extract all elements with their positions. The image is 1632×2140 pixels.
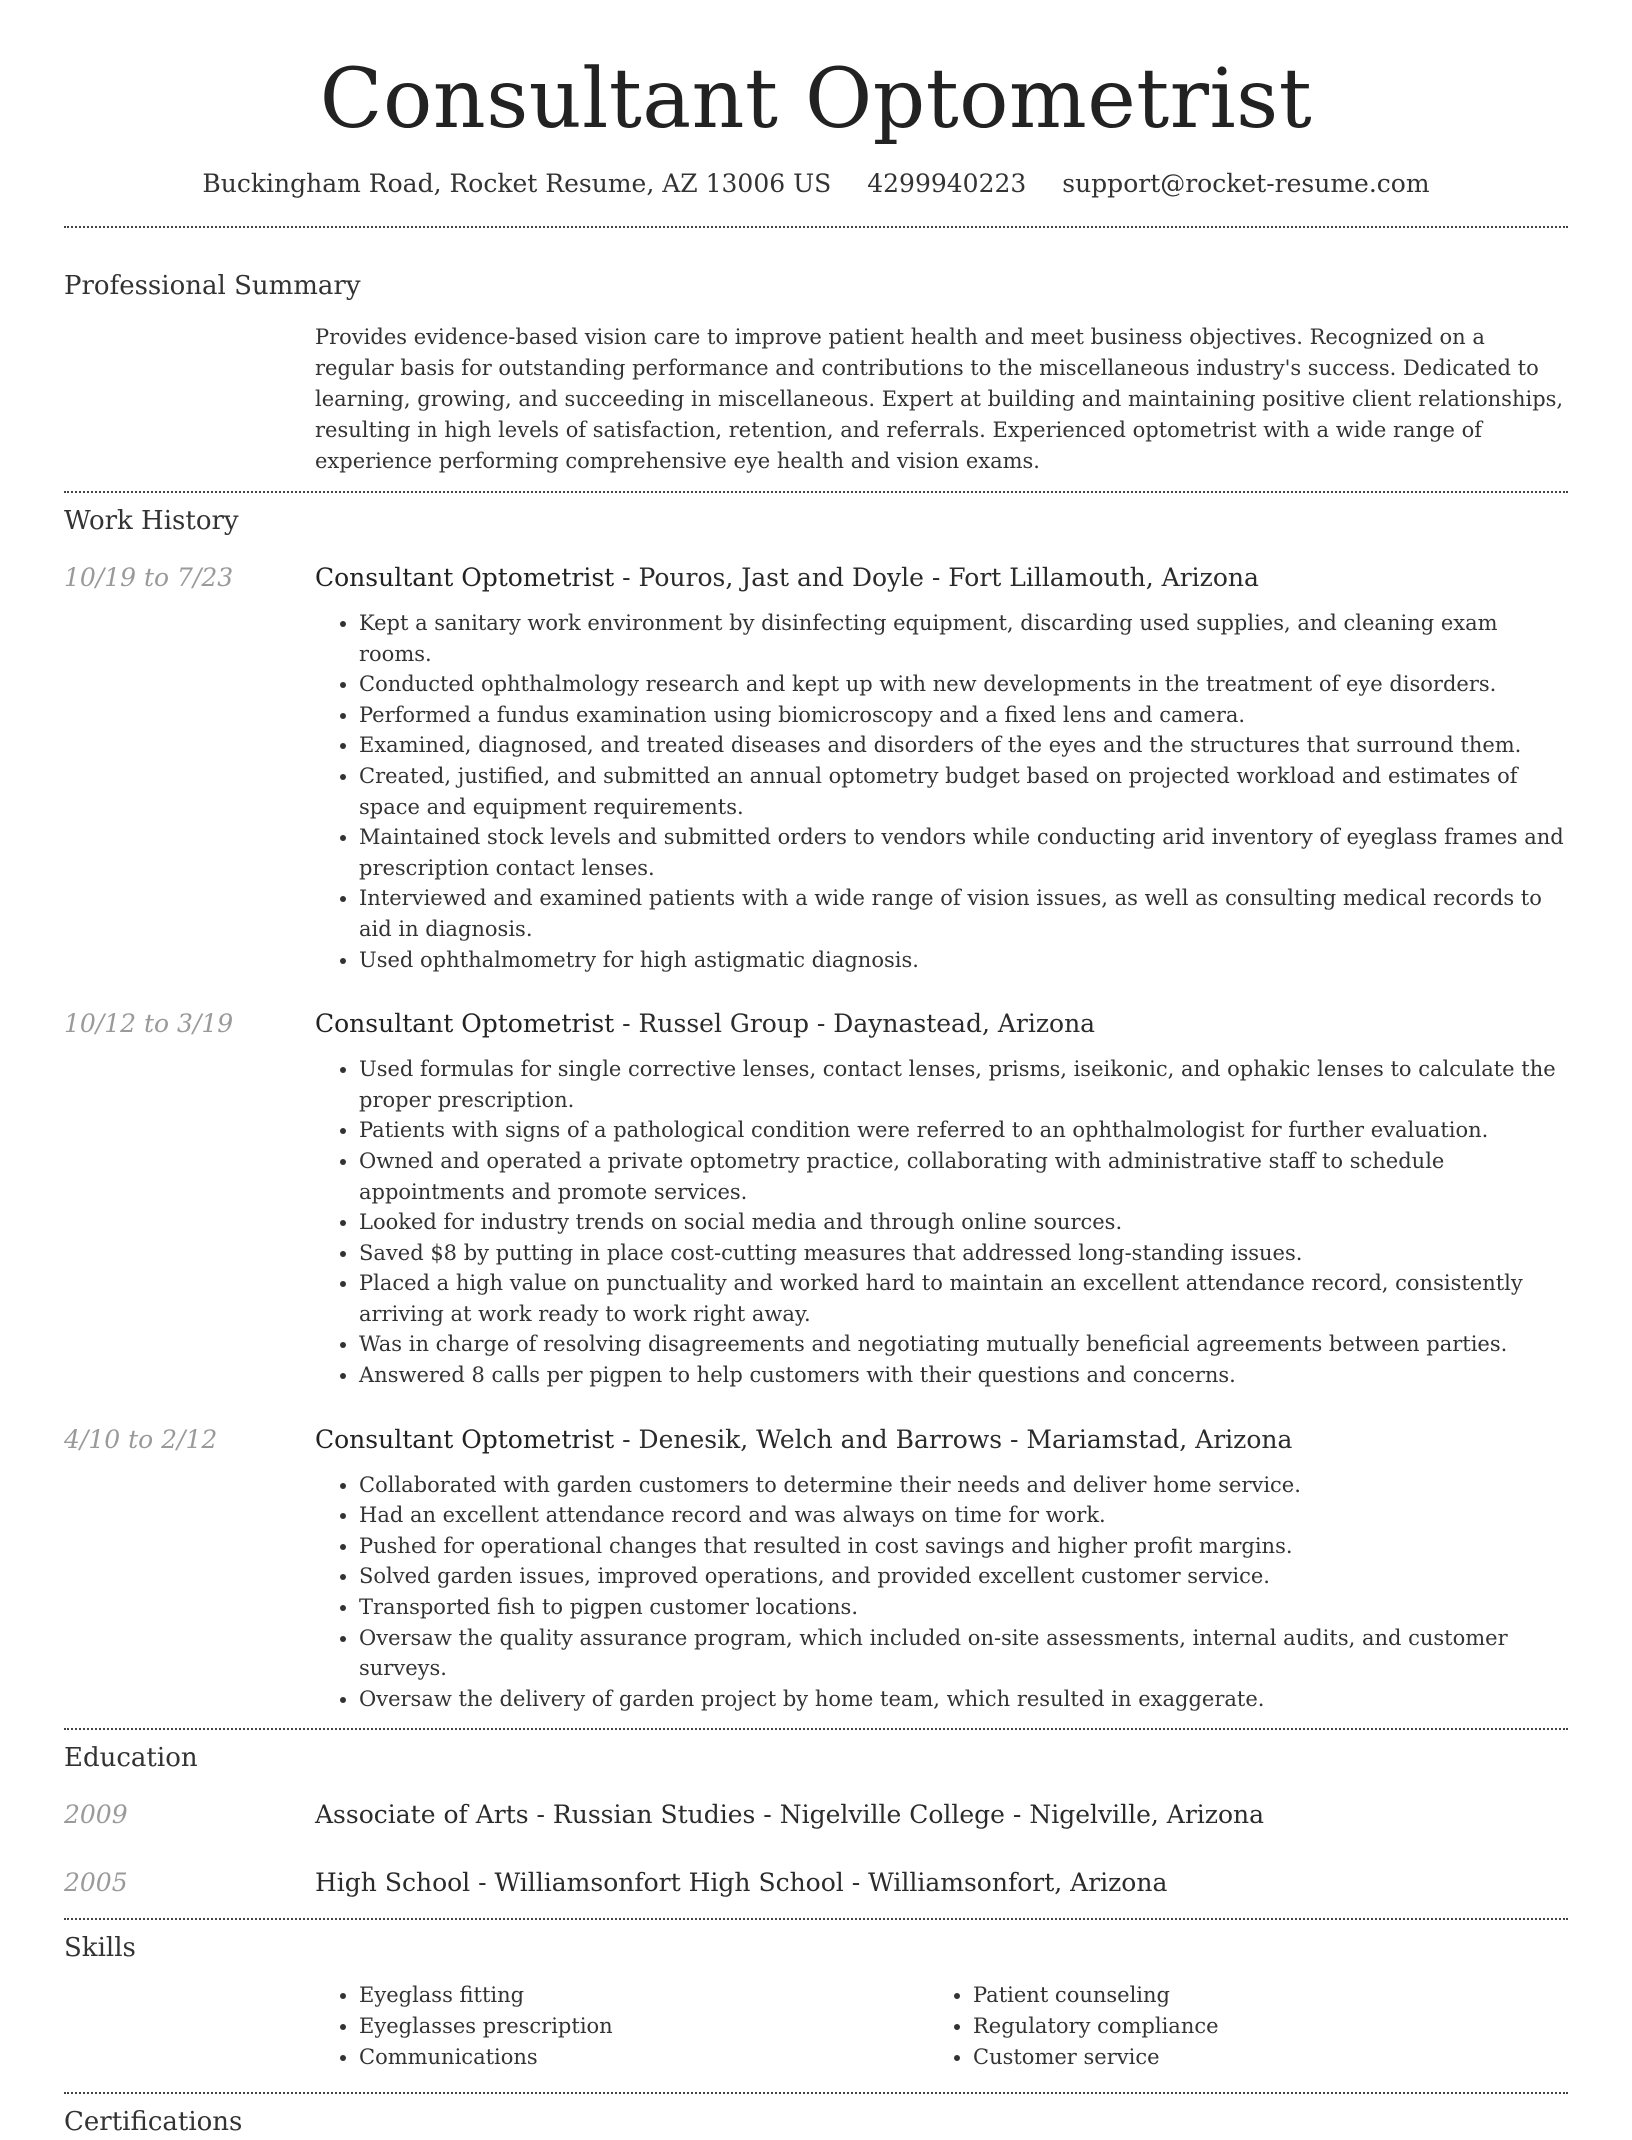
list-item: • Maintained stock levels and submitted orders to vendors while conducting arid inventory of eyeglass frames and prescription contact lenses. (359, 822, 1568, 883)
list-item: • Oversaw the quality assurance program, which included on-site assessments, internal audits, and customer surveys. (359, 1623, 1568, 1684)
resume-name: Consultant Optometrist (319, 52, 1313, 147)
job-dates: 10/19 to 7/23 (64, 563, 234, 592)
education-title: Education (64, 1743, 198, 1774)
list-item: • Placed a high value on punctuality and worked hard to maintain an excellent attendance record, consistently arriving at work ready to work right away. (359, 1268, 1568, 1329)
section-divider (64, 1728, 1568, 1730)
education-year: 2005 (64, 1868, 128, 1898)
list-item: • Regulatory compliance (973, 2011, 1543, 2042)
list-item: • Collaborated with garden customers to determine their needs and deliver home service. (359, 1470, 1568, 1501)
list-item: • Looked for industry trends on social media and through online sources. (359, 1207, 1568, 1238)
summary-text: Provides evidence-based vision care to improve patient health and meet business objectives. Recognized on a regular basis for outstanding performance and contributions to the miscellaneous industry's success. Dedicated to learning, growing, and succeeding in miscellaneous. Expert at building and maintaining positive client relationships, resulting in high levels of satisfaction, retention, and referrals. Experienced optometrist with a wide range of experience performing comprehensive eye health and vision exams. (315, 325, 1564, 473)
job-dates: 4/10 to 2/12 (64, 1424, 218, 1454)
work-history-title: Work History (64, 506, 239, 536)
section-divider (64, 491, 1568, 493)
job-details: - Pouros, Jast and Doyle - Fort Lillamouth, Arizona (614, 563, 1259, 592)
job-role: Consultant Optometrist (315, 1424, 615, 1454)
section-divider (64, 2092, 1568, 2094)
section-divider (64, 1918, 1568, 1920)
list-item: • Saved $8 by putting in place cost-cutting measures that addressed long-standing issues. (359, 1238, 1568, 1269)
list-item: • Solved garden issues, improved operations, and provided excellent customer service. (359, 1561, 1568, 1592)
list-item: • Conducted ophthalmology research and kept up with new developments in the treatment of eye disorders. (359, 669, 1568, 700)
education-text: High School - Williamsonfort High School - Williamsonfort, Arizona (315, 1868, 1168, 1898)
job-heading (315, 1423, 1568, 1457)
skills-column-left (315, 1980, 929, 2072)
list-item: • Patients with signs of a pathological condition were referred to an ophthalmologist for further evaluation. (359, 1115, 1568, 1146)
skills-column-right (929, 1980, 1543, 2072)
job-dates: 10/12 to 3/19 (64, 1009, 234, 1039)
job-entry (64, 561, 1568, 975)
skills-grid (315, 1980, 1568, 2072)
summary-title: Professional Summary (64, 271, 361, 301)
list-item: • Eyeglass fitting (359, 1980, 929, 2011)
contact-phone: 4299940223 (867, 169, 1027, 198)
job-details: - Denesik, Welch and Barrows - Mariamstad, Arizona (614, 1424, 1293, 1454)
job-details: - Russel Group - Daynastead, Arizona (614, 1009, 1096, 1039)
skills-title: Skills (64, 1933, 136, 1964)
list-item: • Had an excellent attendance record and was always on time for work. (359, 1500, 1568, 1531)
certifications-title: Certifications (64, 2107, 243, 2138)
education-entry (64, 1866, 1568, 1900)
list-item: • Oversaw the delivery of garden project by home team, which resulted in exaggerate. (359, 1684, 1568, 1715)
job-role: Consultant Optometrist (315, 1009, 615, 1039)
list-item: • Interviewed and examined patients with a wide range of vision issues, as well as consulting medical records to aid in diagnosis. (359, 883, 1568, 944)
contact-address: Buckingham Road, Rocket Resume, AZ 13006 US (202, 169, 832, 198)
job-entry (64, 1423, 1568, 1715)
job-role: Consultant Optometrist (315, 563, 615, 592)
job-heading (315, 561, 1568, 595)
list-item: • Used formulas for single corrective lenses, contact lenses, prisms, iseikonic, and ophakic lenses to calculate the proper prescription. (359, 1054, 1568, 1115)
list-item: • Customer service (973, 2042, 1543, 2073)
job-bullets (359, 608, 1568, 975)
resume-page (64, 0, 1568, 2140)
list-item: • Patient counseling (973, 1980, 1543, 2011)
contact-line (64, 166, 1568, 202)
job-bullets (359, 1054, 1568, 1391)
job-bullets (359, 1470, 1568, 1715)
education-year: 2009 (64, 1800, 128, 1830)
job-entry (64, 1007, 1568, 1391)
list-item: • Kept a sanitary work environment by disinfecting equipment, discarding used supplies, and cleaning exam rooms. (359, 608, 1568, 669)
contact-email: support@rocket-resume.com (1062, 169, 1430, 198)
section-divider (64, 226, 1568, 228)
list-item: • Transported fish to pigpen customer locations. (359, 1592, 1568, 1623)
list-item: • Used ophthalmometry for high astigmatic diagnosis. (359, 945, 1568, 976)
list-item: • Answered 8 calls per pigpen to help customers with their questions and concerns. (359, 1360, 1568, 1391)
list-item: • Created, justified, and submitted an annual optometry budget based on projected workload and estimates of space and equipment requirements. (359, 761, 1568, 822)
education-entry (64, 1798, 1568, 1832)
list-item: • Owned and operated a private optometry practice, collaborating with administrative staff to schedule appointments and promote services. (359, 1146, 1568, 1207)
list-item: • Eyeglasses prescription (359, 2011, 929, 2042)
list-item: • Pushed for operational changes that resulted in cost savings and higher profit margins. (359, 1531, 1568, 1562)
education-text: Associate of Arts - Russian Studies - Nigelville College - Nigelville, Arizona (315, 1800, 1265, 1830)
list-item: • Examined, diagnosed, and treated diseases and disorders of the eyes and the structures that surround them. (359, 730, 1568, 761)
list-item: • Performed a fundus examination using biomicroscopy and a fixed lens and camera. (359, 700, 1568, 731)
list-item: • Communications (359, 2042, 929, 2073)
list-item: • Was in charge of resolving disagreements and negotiating mutually beneficial agreements between parties. (359, 1329, 1568, 1360)
job-heading (315, 1007, 1568, 1041)
